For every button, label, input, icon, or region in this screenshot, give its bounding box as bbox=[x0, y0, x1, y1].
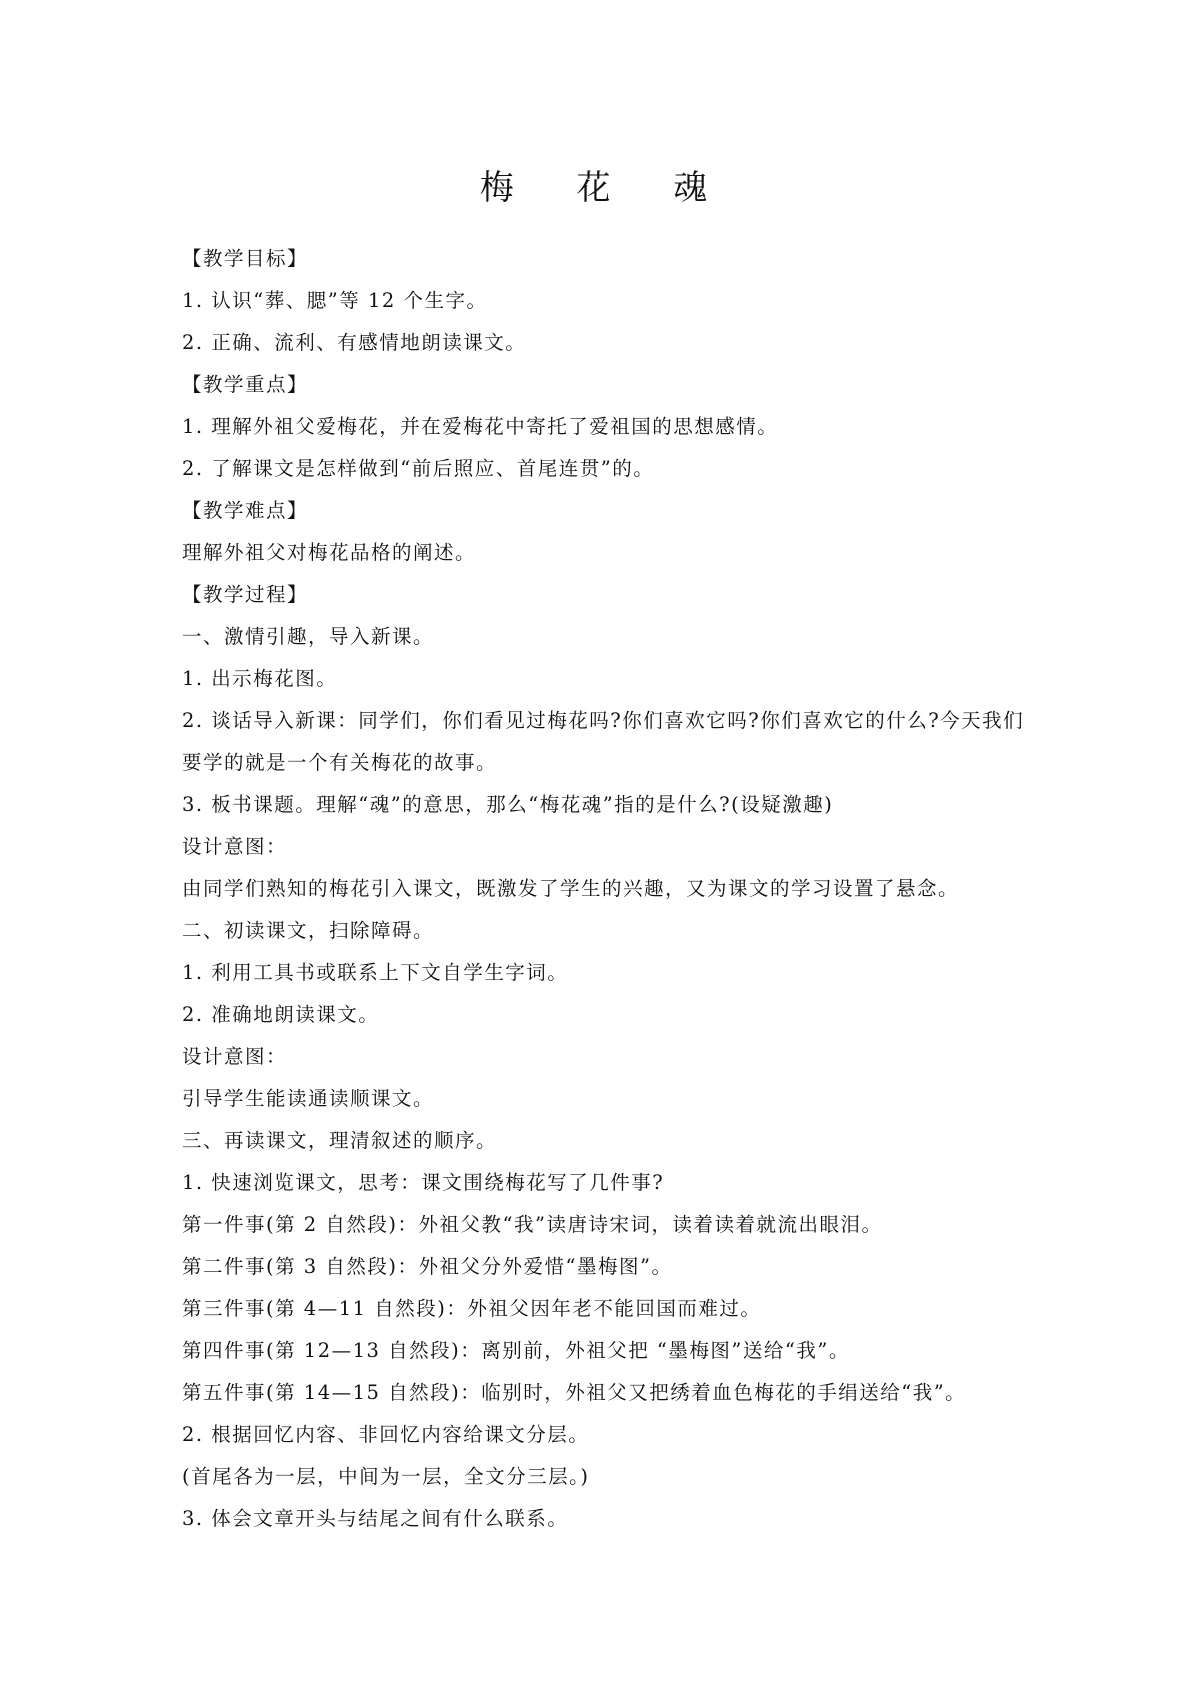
event-item-5: 第五件事(第 14—15 自然段)：临别时，外祖父又把绣着血色梅花的手绢送给“我”。 bbox=[182, 1381, 967, 1404]
process-item: 3. 板书课题。理解“魂”的意思，那么“梅花魂”指的是什么?(设疑激趣) bbox=[182, 793, 834, 816]
difficulty-text: 理解外祖父对梅花品格的阐述。 bbox=[182, 541, 477, 564]
process-item: 2. 谈话导入新课：同学们，你们看见过梅花吗?你们喜欢它吗?你们喜欢它的什么?今天我们 bbox=[182, 709, 1025, 732]
event-item-3: 第三件事(第 4—11 自然段)：外祖父因年老不能回国而难过。 bbox=[182, 1297, 762, 1320]
design-intent-label: 设计意图： bbox=[182, 835, 288, 858]
process-item: 2. 根据回忆内容、非回忆内容给课文分层。 bbox=[182, 1423, 590, 1446]
section-heading-process: 【教学过程】 bbox=[182, 583, 309, 606]
process-step-heading-3: 三、再读课文，理清叙述的顺序。 bbox=[182, 1129, 498, 1152]
process-item: 2. 准确地朗读课文。 bbox=[182, 1003, 380, 1026]
design-intent-label: 设计意图： bbox=[182, 1045, 288, 1068]
document-body bbox=[182, 238, 1025, 1540]
process-item: 3. 体会文章开头与结尾之间有什么联系。 bbox=[182, 1507, 569, 1530]
key-point-item-2: 2. 了解课文是怎样做到“前后照应、首尾连贯”的。 bbox=[182, 457, 655, 480]
process-item: 1. 出示梅花图。 bbox=[182, 667, 338, 690]
design-intent-text: 由同学们熟知的梅花引入课文，既激发了学生的兴趣，又为课文的学习设置了悬念。 bbox=[182, 877, 960, 900]
process-step-heading-2: 二、初读课文，扫除障碍。 bbox=[182, 919, 435, 942]
process-note: (首尾各为一层，中间为一层，全文分三层。) bbox=[182, 1465, 590, 1488]
goal-item-2: 2. 正确、流利、有感情地朗读课文。 bbox=[182, 331, 527, 354]
event-item-4: 第四件事(第 12—13 自然段)：离别前，外祖父把 “墨梅图”送给“我”。 bbox=[182, 1339, 850, 1362]
document-title: 梅 花 魂 bbox=[479, 168, 734, 208]
event-item-1: 第一件事(第 2 自然段)：外祖父教“我”读唐诗宋词，读着读着就流出眼泪。 bbox=[182, 1213, 883, 1236]
process-item: 1. 利用工具书或联系上下文自学生字词。 bbox=[182, 961, 569, 984]
process-item-continued: 要学的就是一个有关梅花的故事。 bbox=[182, 751, 498, 774]
key-point-item-1: 1. 理解外祖父爱梅花，并在爱梅花中寄托了爱祖国的思想感情。 bbox=[182, 415, 779, 438]
section-heading-teaching-goals: 【教学目标】 bbox=[182, 247, 309, 270]
process-step-heading-1: 一、激情引趣，导入新课。 bbox=[182, 625, 435, 648]
event-item-2: 第二件事(第 3 自然段)：外祖父分外爱惜“墨梅图”。 bbox=[182, 1255, 673, 1278]
section-heading-key-points: 【教学重点】 bbox=[182, 373, 309, 396]
design-intent-text: 引导学生能读通读顺课文。 bbox=[182, 1087, 435, 1110]
goal-item-1: 1. 认识“葬、腮”等 12 个生字。 bbox=[182, 289, 488, 312]
section-heading-difficulties: 【教学难点】 bbox=[182, 499, 309, 522]
process-item: 1. 快速浏览课文，思考：课文围绕梅花写了几件事? bbox=[182, 1171, 665, 1194]
